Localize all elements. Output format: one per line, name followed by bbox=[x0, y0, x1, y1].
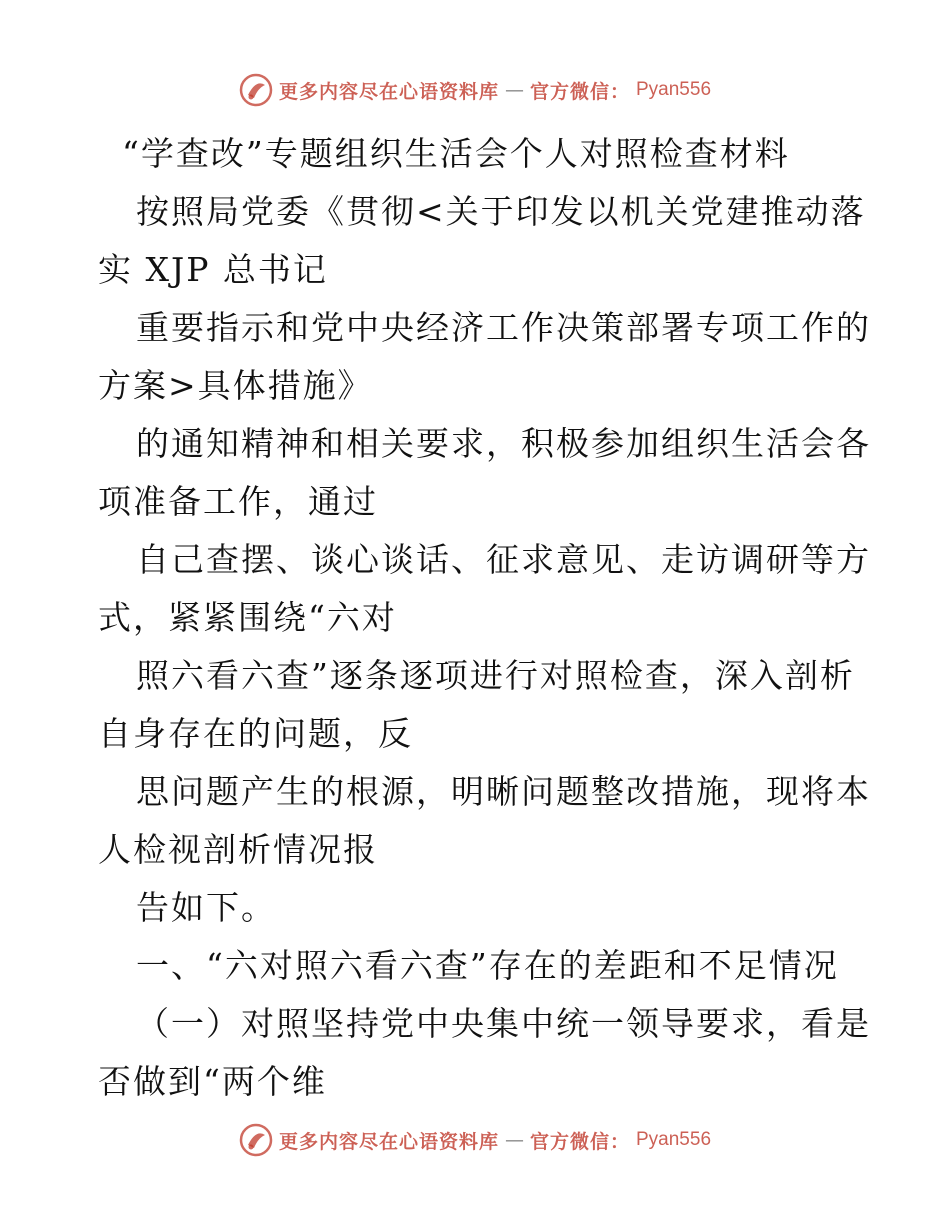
watermark-id: Pyan556 bbox=[636, 1129, 712, 1150]
watermark-contact: 官方微信： bbox=[529, 1130, 630, 1153]
paragraph-line: 重要指示和党中央经济工作决策部署专项工作的 bbox=[136, 308, 871, 347]
watermark-text: 更多内容尽在心语资料库 bbox=[278, 80, 499, 103]
watermark-contact: 官方微信： bbox=[529, 80, 630, 103]
watermark-separator: — bbox=[504, 79, 524, 101]
paragraph-line: 照六看六查”逐条逐项进行对照检查，深入剖析 bbox=[136, 656, 855, 695]
paragraph-line: 方案>具体措施》 bbox=[98, 366, 373, 405]
paragraph-line: 自己查摆、谈心谈话、征求意见、走访调研等方 bbox=[136, 540, 871, 579]
paragraph-line: 项准备工作，通过 bbox=[98, 482, 378, 521]
paragraph-line: 否做到“两个维 bbox=[98, 1062, 327, 1101]
paragraph-line: 式，紧紧围绕“六对 bbox=[98, 598, 397, 637]
watermark-logo-icon bbox=[239, 73, 273, 107]
paragraph-line: 实 XJP 总书记 bbox=[98, 250, 328, 289]
document-title: “学查改”专题组织生活会个人对照检查材料 bbox=[122, 134, 790, 173]
paragraph-line: 按照局党委《贯彻<关于印发以机关党建推动落 bbox=[136, 192, 866, 231]
paragraph-line: 人检视剖析情况报 bbox=[98, 830, 378, 869]
paragraph-line: 自身存在的问题，反 bbox=[98, 714, 413, 753]
paragraph-line: 告如下。 bbox=[136, 888, 276, 927]
watermark-separator: — bbox=[504, 1129, 524, 1151]
watermark-id: Pyan556 bbox=[636, 79, 712, 100]
document-body bbox=[98, 125, 871, 1111]
watermark-logo-icon bbox=[239, 1123, 273, 1157]
footer-watermark bbox=[0, 1122, 950, 1158]
header-watermark bbox=[0, 72, 950, 108]
paragraph-line: 思问题产生的根源，明晰问题整改措施，现将本 bbox=[136, 772, 871, 811]
section-heading: 一、“六对照六看六查”存在的差距和不足情况 bbox=[136, 946, 839, 985]
paragraph-line: 的通知精神和相关要求，积极参加组织生活会各 bbox=[136, 424, 871, 463]
watermark-text: 更多内容尽在心语资料库 bbox=[278, 1130, 499, 1153]
subsection-heading: （一）对照坚持党中央集中统一领导要求，看是 bbox=[136, 1004, 871, 1043]
